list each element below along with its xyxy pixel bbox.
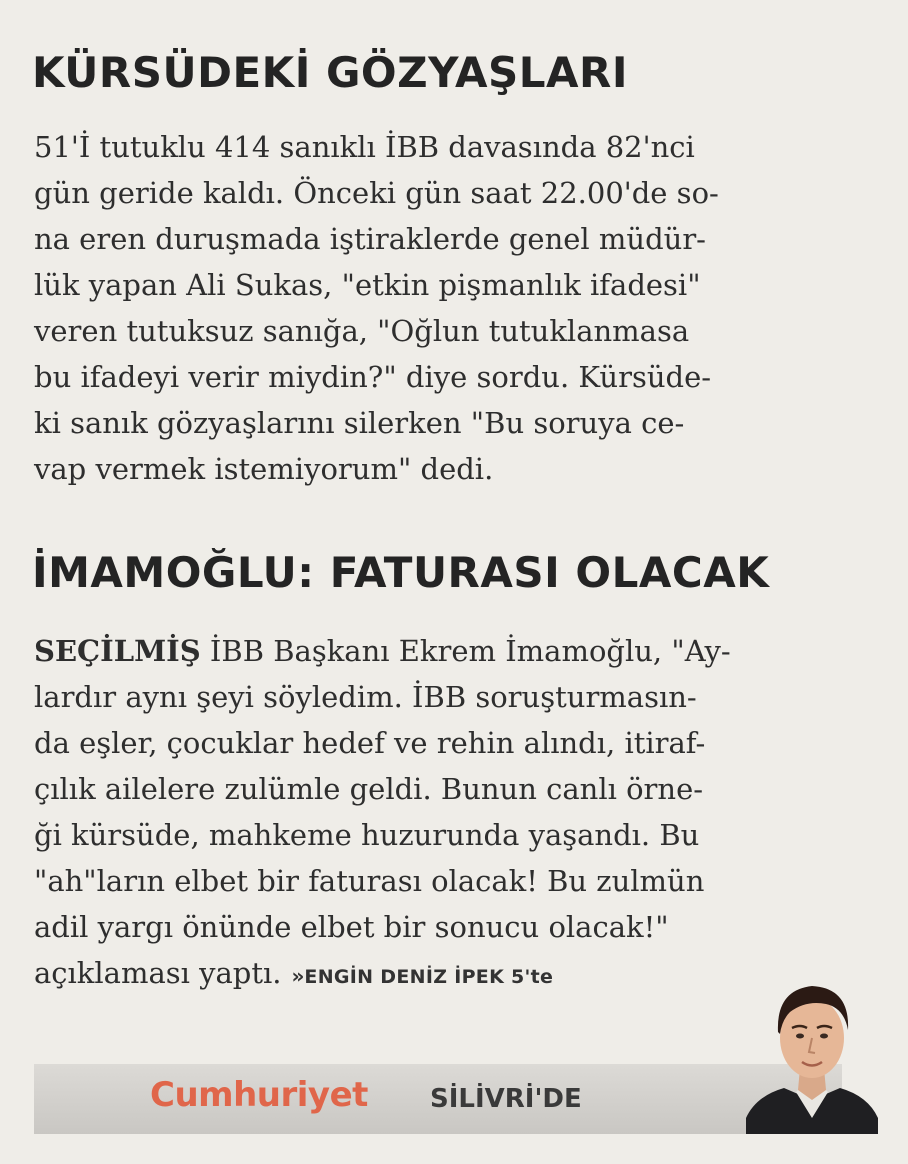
double-arrow-icon: » (291, 964, 305, 988)
section-heading-imamoglu-faturasi-olacak: İMAMOĞLU: FATURASI OLACAK (32, 548, 770, 597)
body-line: 51'İ tutuklu 414 sanıklı İBB davasında 82'nci (34, 130, 695, 164)
body-line: bu ifadeyi verir miydin?" diye sordu. Kürsüde- (34, 360, 712, 394)
byline: ENGİN DENİZ İPEK 5'te (304, 966, 554, 988)
body-line-rest: İBB Başkanı Ekrem İmamoğlu, "Ay- (200, 634, 731, 668)
brand-subtitle: SİLİVRİ'DE (430, 1084, 582, 1114)
body-line: da eşler, çocuklar hedef ve rehin alındı, itiraf- (34, 726, 706, 760)
body-line: gün geride kaldı. Önceki gün saat 22.00'de so- (34, 176, 719, 210)
body-line: lük yapan Ali Sukas, "etkin pişmanlık ifadesi" (34, 268, 701, 302)
section-heading-kursudeki-gozyaslari: KÜRSÜDEKİ GÖZYAŞLARI (32, 48, 628, 97)
brand-logo-text: Cumhuriyet (150, 1075, 368, 1115)
section-body-kursudeki-gozyaslari (34, 124, 884, 492)
body-line: vap vermek istemiyorum" dedi. (34, 452, 494, 486)
lead-caps: SEÇİLMİŞ (34, 634, 201, 668)
reporter-portrait-image (746, 968, 878, 1134)
body-line: lardır aynı şeyi söyledim. İBB soruşturmasın- (34, 680, 697, 714)
body-line-text: açıklaması yaptı. (34, 956, 282, 990)
body-line: ği kürsüde, mahkeme huzurunda yaşandı. Bu (34, 818, 700, 852)
body-line: veren tutuksuz sanığa, "Oğlun tutuklanmasa (34, 314, 690, 348)
body-line: na eren duruşmada iştiraklerde genel müdür- (34, 222, 706, 256)
body-line (34, 628, 884, 674)
section-body-imamoglu-faturasi-olacak (34, 628, 884, 1000)
body-line: çılık ailelere zulümle geldi. Bunun canlı örne- (34, 772, 704, 806)
body-line: ki sanık gözyaşlarını silerken "Bu soruya ce- (34, 406, 685, 440)
body-line: "ah"ların elbet bir faturası olacak! Bu zulmün (34, 864, 705, 898)
body-line: adil yargı önünde elbet bir sonucu olacak!" (34, 910, 669, 944)
